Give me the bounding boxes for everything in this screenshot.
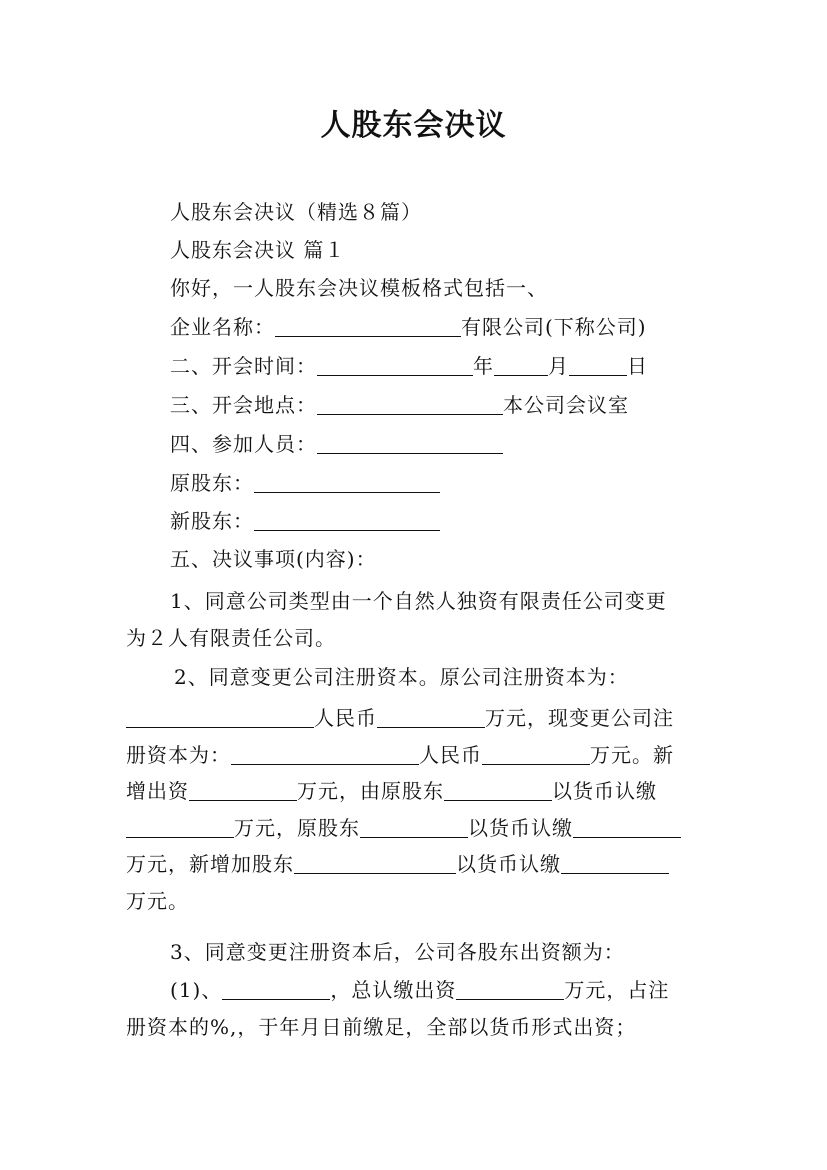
- wan-new-shareholder-text: 万元，新增加股东: [126, 852, 294, 876]
- company-line: [170, 313, 647, 341]
- item-1: [126, 583, 704, 656]
- company-suffix: 有限公司(下称公司): [461, 315, 647, 339]
- year-label: 年: [473, 354, 494, 378]
- original-shareholder-label: 原股东：: [170, 471, 254, 495]
- increase-label: 增出资: [126, 779, 189, 803]
- total-subscribe-text: ，总认缴出资: [330, 978, 457, 1002]
- document-title: 人股东会决议: [320, 108, 507, 143]
- orig-capital-blank: [126, 705, 314, 728]
- new-capital-blank: [231, 742, 419, 765]
- day-label: 日: [627, 354, 648, 378]
- subscribe-blank-1: [126, 815, 234, 838]
- wan-now-text: 万元，现变更公司注: [485, 706, 674, 730]
- place-suffix: 本公司会议室: [503, 393, 629, 417]
- currency-text-2: 以货币认缴: [468, 815, 573, 840]
- total-amount-blank: [456, 977, 564, 1000]
- time-month-blank: [494, 353, 548, 376]
- item-1-text-a: 1、同意公司类型由一个自然人独资有限责任公司变更: [170, 589, 667, 613]
- subscribe-blank-3: [561, 851, 669, 874]
- item-3-heading: 3、同意变更注册资本后，公司各股东出资额为：: [170, 940, 625, 964]
- orig-shareholder-blank-1: [444, 778, 552, 801]
- section-heading: 人股东会决议 篇１: [170, 238, 346, 262]
- new-shareholder-line: [170, 507, 440, 535]
- greeting: 你好，一人股东会决议模板格式包括一、: [170, 276, 548, 300]
- capital-label: 册资本为：: [126, 742, 231, 767]
- month-label: 月: [548, 354, 569, 378]
- orig-amount-blank: [377, 705, 485, 728]
- attendees-line: [170, 430, 503, 458]
- currency-text-3: 以货币认缴: [456, 852, 561, 876]
- place-line: [170, 391, 629, 419]
- new-shareholder-blank: [254, 508, 440, 531]
- subtitle: 人股东会决议（精选８篇）: [170, 200, 422, 224]
- wan-new-text: 万元。新: [590, 742, 674, 767]
- time-label: 二、开会时间：: [170, 354, 317, 378]
- currency-text-1: 以货币认缴: [552, 779, 657, 803]
- orig-shareholder-blank-2: [360, 815, 468, 838]
- new-amount-blank: [482, 742, 590, 765]
- subscribe-blank-2: [573, 815, 681, 838]
- item-2-heading: 2、同意变更公司注册资本。原公司注册资本为：: [174, 665, 629, 689]
- rmb-label-2: 人民币: [419, 742, 482, 767]
- resolution-heading: 五、决议事项(内容)：: [170, 547, 377, 571]
- place-blank: [317, 392, 503, 415]
- shareholder-name-blank: [222, 977, 330, 1000]
- place-label: 三、开会地点：: [170, 393, 317, 417]
- wan-by-text: 万元，由原股东: [297, 779, 444, 803]
- wan-end-text: 万元。: [126, 888, 189, 913]
- time-line: [170, 352, 648, 380]
- new-shareholder-label: 新股东：: [170, 509, 254, 533]
- new-shareholder-name-blank: [294, 851, 456, 874]
- wan-percent-text: 万元，占注: [564, 978, 670, 1002]
- rmb-label-1: 人民币: [314, 706, 377, 730]
- item-3-1-number: (1)、: [170, 978, 223, 1002]
- attendees-label: 四、参加人员：: [170, 432, 317, 456]
- company-blank: [275, 314, 461, 337]
- item-2-body: [126, 700, 704, 919]
- increase-blank: [189, 778, 297, 801]
- item-3-1: [126, 972, 704, 1045]
- item-1-text-b: 为２人有限责任公司。: [126, 625, 336, 650]
- original-shareholder-blank: [254, 470, 440, 493]
- attendees-blank: [317, 431, 503, 454]
- time-day-blank: [569, 353, 627, 376]
- company-label: 企业名称：: [170, 315, 275, 339]
- original-shareholder-line: [170, 469, 440, 497]
- item-3-1-tail: 册资本的%,，于年月日前缴足，全部以货币形式出资；: [126, 1014, 637, 1039]
- wan-orig-text: 万元，原股东: [234, 815, 360, 840]
- time-year-blank: [317, 353, 473, 376]
